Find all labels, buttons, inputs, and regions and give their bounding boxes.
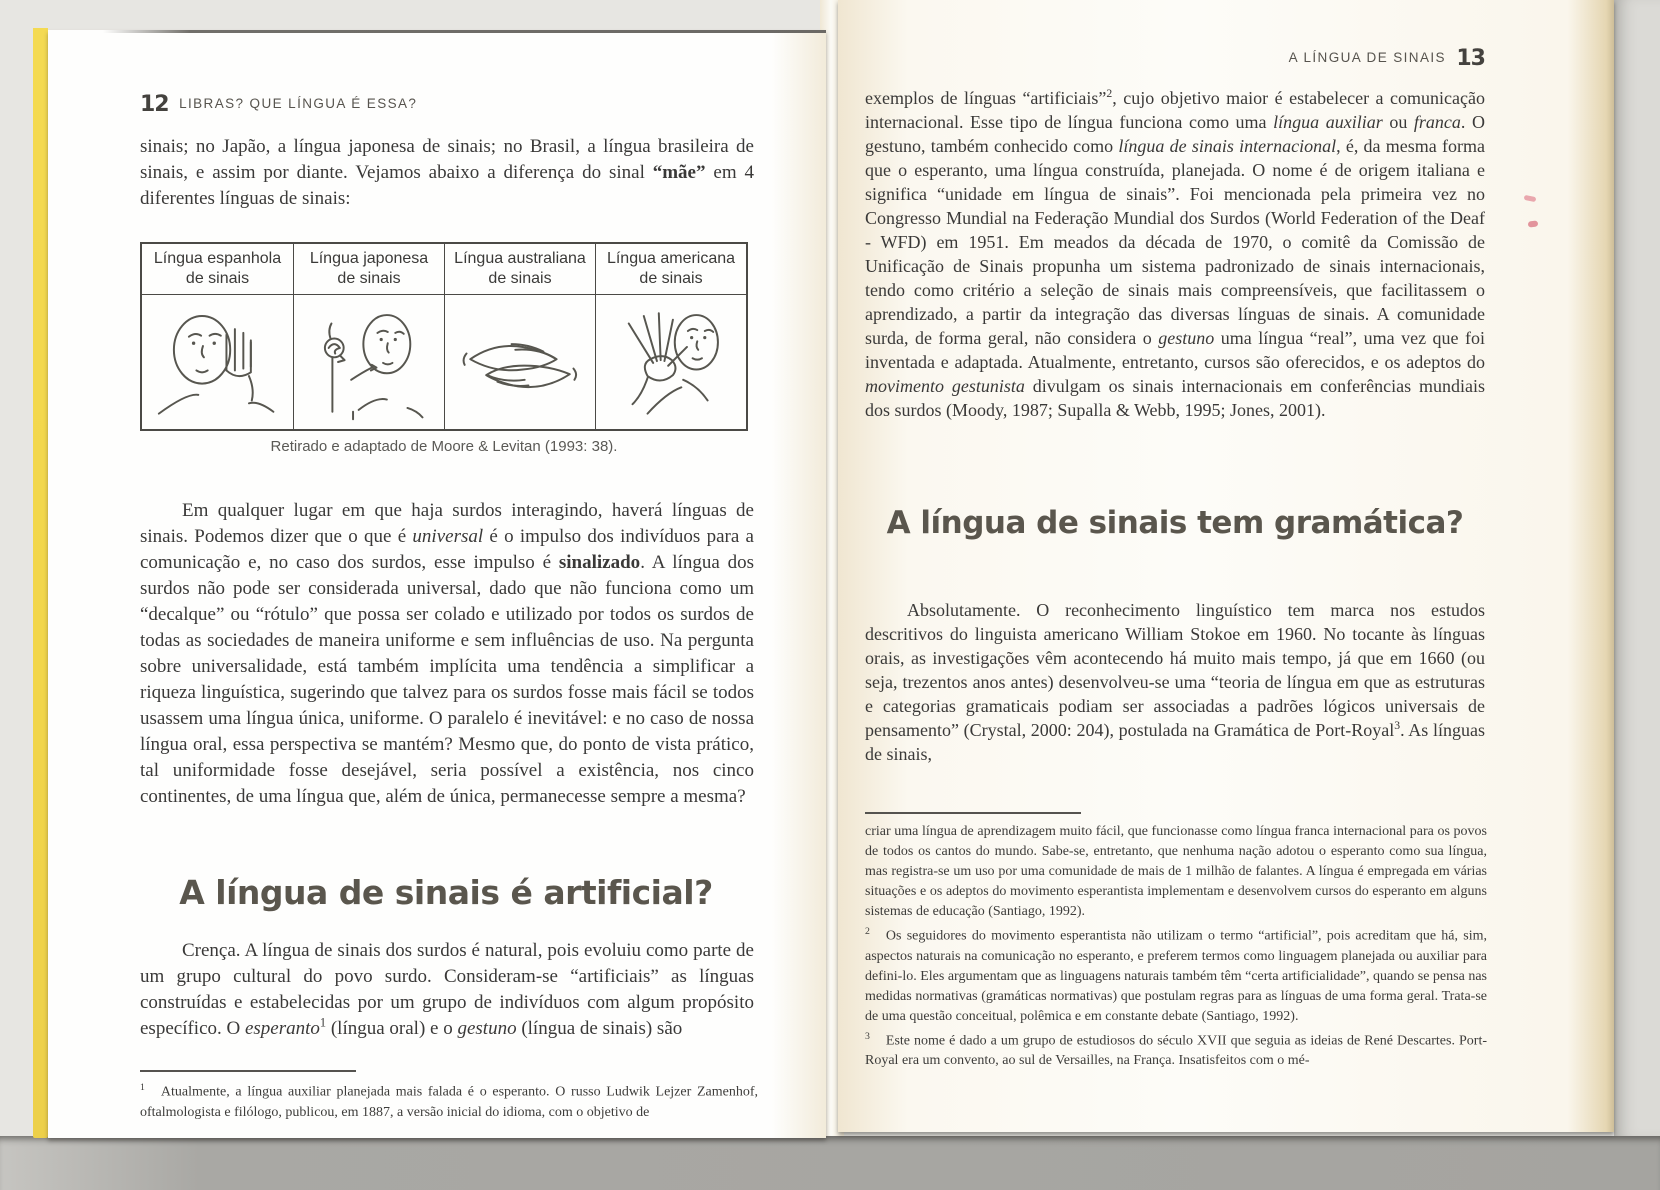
text-segment: ou — [1382, 112, 1414, 132]
mother-sign-american-open-hand-at-chin-icon — [600, 301, 742, 423]
bold-sinalizado: sinalizado — [558, 552, 641, 573]
column-header: Língua americana de sinais — [596, 244, 746, 295]
text-segment: Crença. A língua de sinais dos surdos é natural, pois evoluiu como parte de um grupo cultural do povo surdo. Consideram-se “artificiais” as línguas construídas e estabelecidas por um grupo de indivíduos com algum propósito específico. O — [140, 940, 754, 1039]
text-segment: divulgam os sinais internacionais em conferências mundiais dos surdos (Moody, 1987; Supalla & Webb, 1995; Jones, 2001). — [865, 376, 1485, 420]
text-segment: exemplos de línguas “artificiais” — [865, 88, 1107, 108]
sign-illustration-cell — [445, 295, 595, 429]
scanner-bed-bottom — [0, 1136, 1660, 1190]
table-column-spanish — [142, 244, 293, 429]
footnote-1-continuation: criar uma língua de aprendizagem muito fácil, que funcionasse como língua franca internacional para os povos de todos os cantos do mundo. Sabe-se, entretanto, que nenhuma nação adotou o esperanto como sua língua, mas registra-se um uso por uma comunidade de mais de 1 milhão de falantes. A língua é empregada em várias situações e os adeptos do movimento esperantista implementam e desenvolvem cursos do esperanto em alguns sistemas de educação (Santiago, 1992). — [865, 824, 1487, 919]
text-segment: , é, da mesma forma que o esperanto, uma língua construída, planejada. O nome é de origem italiana e significa “unidade em língua de sinais”. Foi mencionada pela primeira vez no Congresso Mundial na Federação Mundial dos Surdos (World Federation of the Deaf - WFD) em 1951. Em meados da década de 1970, o comitê da Comissão de Unificação de Sinais propunha um sistema padronizado de sinais internacionais, tendo como critério a seleção de sinais mais compreensíveis, que facilitassem o aprendizado, a partir da integração das diversas línguas de sinais. A comunidade surda, de forma geral, não considera o — [865, 136, 1485, 348]
page-13 — [838, 0, 1614, 1132]
scanner-bed-right — [1614, 0, 1660, 1136]
running-title: LIBRAS? QUE LÍNGUA É ESSA? — [179, 96, 418, 111]
footnote-marker: 3 — [865, 1030, 870, 1042]
italic-gestuno: gestuno — [457, 1018, 517, 1039]
mother-sign-spanish-hand-on-cheek-icon — [147, 301, 289, 423]
table-caption: Retirado e adaptado de Moore & Levitan (1993: 38). — [270, 438, 618, 455]
text-segment: Absolutamente. O reconhecimento linguístico tem marca nos estudos descritivos do linguista americano William Stokoe em 1960. No tocante às línguas orais, as investigações vêm acontecendo há muito mais tempo, já que em 1660 (ou seja, trezentos anos antes) desenvolveu-se uma “teoria de língua em que as estruturas e categorias gramaticais podiam ser associadas a padrões lógicos universais de pensamento” (Crystal, 2000: 204), postulada na Gramática de Port-Royal — [865, 600, 1485, 740]
footnote-rule — [140, 1070, 356, 1072]
table-column-japanese — [293, 244, 444, 429]
text-segment: (língua de sinais) são — [516, 1018, 683, 1039]
text-segment: , cujo objetivo maior é estabelecer a comunicação internacional. Esse tipo de língua funciona como uma — [865, 88, 1485, 132]
footnote-rule — [865, 812, 1081, 814]
sign-illustration-cell — [596, 295, 746, 429]
artificial-paragraph — [140, 938, 754, 1042]
footnote-ref-3: 3 — [1394, 719, 1401, 732]
italic-universal: universal — [412, 526, 484, 547]
text-segment: (língua oral) e o — [326, 1018, 458, 1039]
italic-lingua-sinais-internacional: língua de sinais internacional — [1118, 136, 1337, 156]
text-segment: . O gestuno, também conhecido como — [865, 112, 1486, 156]
footnote-marker: 1 — [140, 1082, 145, 1093]
footnote-text: Os seguidores do movimento esperantista não utilizam o termo “artificial”, pois acreditam que há, sim, aspectos naturais na comunicação no esperanto, e preferem termos como linguagem planejada ou auxiliar para defini-lo. Eles argumentam que as linguagens naturais também têm “certa artificialidade”, quando se pensa nas medidas normativas (gramáticas normativas) que postulam regras para as línguas de uma forma geral. Trata-se de uma questão conceitual, polêmica e em constante debate (Santiago, 1992). — [865, 928, 1487, 1024]
italic-gestuno: gestuno — [1158, 328, 1215, 348]
running-title: A LÍNGUA DE SINAIS — [1288, 50, 1446, 65]
text-segment: Em qualquer lugar em que haja surdos interagindo, haverá línguas de sinais. Podemos dizer que o que é — [140, 500, 754, 547]
column-header: Língua espanhola de sinais — [142, 244, 293, 295]
gestuno-paragraph — [865, 86, 1485, 422]
sign-illustration-cell — [294, 295, 444, 429]
page-number: 13 — [1456, 46, 1485, 71]
intro-paragraph — [140, 134, 754, 212]
footnote-1 — [140, 1078, 758, 1123]
text-segment: . A língua dos surdos não pode ser considerada universal, dado que não funciona como um “decalque” ou “rótulo” que possa ser colado e utilizado por todos os surdos de todas as sociedades de maneira uniforme e sem influências de uso. Na pergunta sobre universalidade, está também implícita uma tendência a simplificar a riqueza linguística, sugerindo que talvez para os surdos fosse mais fácil se todos usassem uma língua única, uniforme. O paralelo é inevitável: e no caso de nossa língua oral, essa perspectiva se mantém? Mesmo que, do ponto de vista prático, tal uniformidade fosse desejável, seria possível a existência, nos cinco continentes, de uma língua que, além de única, permanecesse sempre a mesma? — [140, 552, 754, 807]
footnote-ref-1: 1 — [319, 1015, 327, 1030]
page-number: 12 — [140, 92, 169, 117]
table-column-australian — [444, 244, 595, 429]
footnotes-left — [140, 1078, 758, 1123]
text-segment: é o impulso dos indivíduos para a comunicação e, no caso dos surdos, esse impulso é — [140, 526, 754, 573]
sign-language-comparison-table — [140, 242, 748, 431]
yellow-cover-edge — [33, 28, 48, 1138]
footnote-2 — [865, 922, 1487, 1027]
section-heading-gramatica: A língua de sinais tem gramática? — [886, 505, 1464, 541]
table-column-american — [595, 244, 746, 429]
italic-franca: franca — [1413, 112, 1461, 132]
column-header: Língua australiana de sinais — [445, 244, 595, 295]
footnote-3 — [865, 1027, 1487, 1072]
mother-sign-australian-flat-hands-icon — [449, 301, 591, 423]
footnote-text: Este nome é dado a um grupo de estudiosos do século XVII que seguia as ideias de René Descartes. Port-Royal era um convento, ao sul de Versailles, na França. Insatisfeitos com o mé- — [865, 1033, 1487, 1069]
page-12 — [48, 30, 826, 1138]
running-head-right — [865, 46, 1485, 71]
bold-mae: “mãe” — [652, 162, 706, 183]
italic-movimento-gestunista: movimento gestunista — [865, 376, 1025, 396]
footnote-marker: 2 — [865, 926, 870, 937]
footnotes-right — [865, 822, 1487, 1071]
footnote-text: Atualmente, a língua auxiliar planejada mais falada é o esperanto. O russo Ludwik Lejzer Zamenhof, oftalmologista e filólogo, publicou, em 1887, a versão inicial do idioma, com o objetivo de — [140, 1084, 758, 1120]
text-segment: . As línguas de sinais, — [865, 720, 1485, 764]
italic-lingua-auxiliar: língua auxiliar — [1273, 112, 1383, 132]
universal-paragraph — [140, 498, 754, 810]
page-top-edge — [103, 30, 826, 33]
footnote-ref-2: 2 — [1106, 87, 1113, 100]
grammar-paragraph — [865, 598, 1485, 766]
text-segment: sinais; no Japão, a língua japonesa de sinais; no Brasil, a língua brasileira de sinais, e assim por diante. Vejamos abaixo a diferença do sinal — [140, 136, 754, 183]
column-header: Língua japonesa de sinais — [294, 244, 444, 295]
sign-illustration-cell — [142, 295, 293, 429]
mother-sign-japanese-index-to-cheek-icon — [298, 301, 440, 423]
text-segment: uma língua “real”, uma vez que foi inventada e adaptada. Atualmente, entretanto, cursos são oferecidos, e os adeptos do — [865, 328, 1485, 372]
italic-esperanto: esperanto — [244, 1018, 320, 1039]
section-heading-artificial: A língua de sinais é artificial? — [179, 873, 713, 912]
running-head-left — [140, 92, 423, 117]
text-segment: em 4 diferentes línguas de sinais: — [140, 162, 754, 209]
